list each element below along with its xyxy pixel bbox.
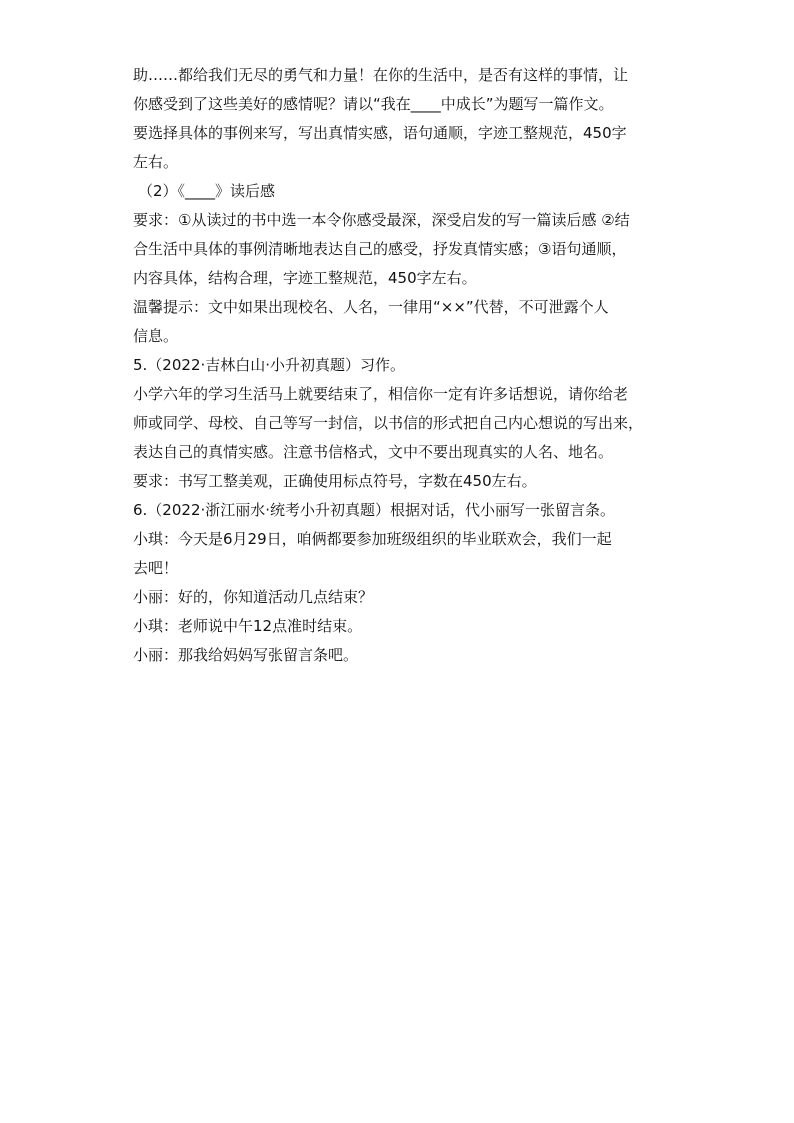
- text-line: 合生活中具体的事例清晰地表达自己的感受，抒发真情实感；③语句通顺，: [133, 240, 627, 258]
- text-line: 小学六年的学习生活马上就要结束了，相信你一定有许多话想说，请你给老: [133, 385, 629, 403]
- question-heading: 6.（2022·浙江丽水·统考小升初真题）根据对话，代小丽写一张留言条。: [133, 501, 616, 519]
- question-heading: 5.（2022·吉林白山·小升初真题）习作。: [133, 356, 406, 374]
- text-line: 左右。: [133, 153, 179, 171]
- text-line: 信息。: [133, 327, 179, 345]
- sub-question-heading: （2）《____》读后感: [138, 182, 276, 200]
- text-line: 要求：书写工整美观，正确使用标点符号，字数在450左右。: [133, 472, 537, 490]
- dialogue-line: 去吧！: [133, 559, 179, 577]
- text-line: 温馨提示：文中如果出现校名、人名，一律用“××”代替，不可泄露个人: [133, 298, 609, 316]
- text-line: 助……都给我们无尽的勇气和力量！在你的生活中，是否有这样的事情，让: [133, 66, 629, 84]
- dialogue-line: 小琪：今天是6月29日，咱俩都要参加班级组织的毕业联欢会，我们一起: [133, 530, 612, 548]
- dialogue-line: 小丽：好的，你知道活动几点结束？: [133, 588, 374, 606]
- dialogue-line: 小琪：老师说中午12点准时结束。: [133, 617, 363, 635]
- text-line: 要求：①从读过的书中选一本令你感受最深，深受启发的写一篇读后感 ②结: [133, 211, 630, 229]
- text-line: 要选择具体的事例来写，写出真情实感，语句通顺，字迹工整规范，450字: [133, 124, 627, 142]
- text-line: 表达自己的真情实感。注意书信格式，文中不要出现真实的人名、地名。: [133, 443, 614, 461]
- dialogue-line: 小丽：那我给妈妈写张留言条吧。: [133, 646, 359, 664]
- document-body: [133, 61, 673, 670]
- text-line: 你感受到了这些美好的感情呢？请以“我在____中成长”为题写一篇作文。: [133, 95, 614, 113]
- text-line: 内容具体，结构合理，字迹工整规范，450字左右。: [133, 269, 477, 287]
- text-line: 师或同学、母校、自己等写一封信，以书信的形式把自己内心想说的写出来，: [133, 414, 644, 432]
